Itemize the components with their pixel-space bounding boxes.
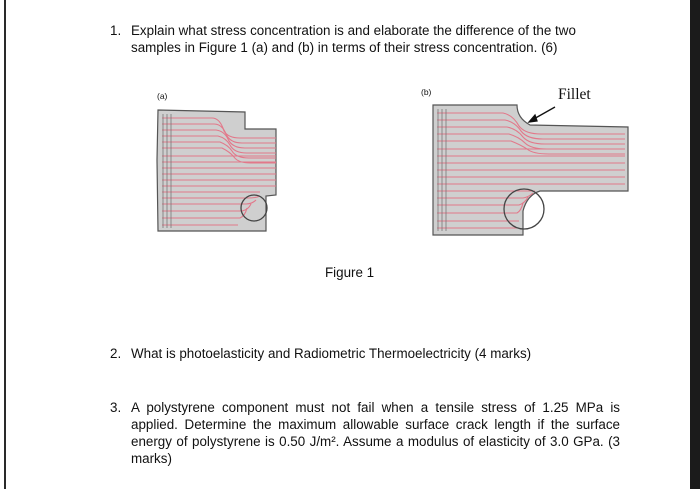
question-1-text: Explain what stress concentration is and elaborate the difference of the two samples in Figure 1 (a) and (b) in terms of their stress concentration. (6) [131,23,576,55]
page-left-edge [4,0,6,489]
page-right-edge [690,0,700,489]
question-1-number: 1. [110,23,122,38]
fillet-arrow [529,107,555,122]
question-3-number: 3. [110,400,122,415]
specimen-b-fillet [425,93,635,243]
question-2 [110,345,610,362]
question-1 [110,22,590,56]
question-2-number: 2. [110,346,122,361]
figure-caption: Figure 1 [325,265,375,280]
fillet-label: Fillet [558,86,591,103]
question-3-text: A polystyrene component must not fail when a tensile stress of 1.25 MPa is applied. Determine the maximum allowable surface crack length if the surface energy of polystyrene is 0.50 J/m². Assume a modulus of elasticity of 3.0 GPa. (3 marks) [131,400,620,466]
figure-label-a: (a) [157,91,168,101]
specimen-a-sharp-step [150,100,280,240]
question-3 [110,399,620,467]
question-2-text: What is photoelasticity and Radiometric Thermoelectricity (4 marks) [131,346,532,361]
specimen-a-body [157,110,276,231]
figure-label-b: (b) [421,87,432,97]
